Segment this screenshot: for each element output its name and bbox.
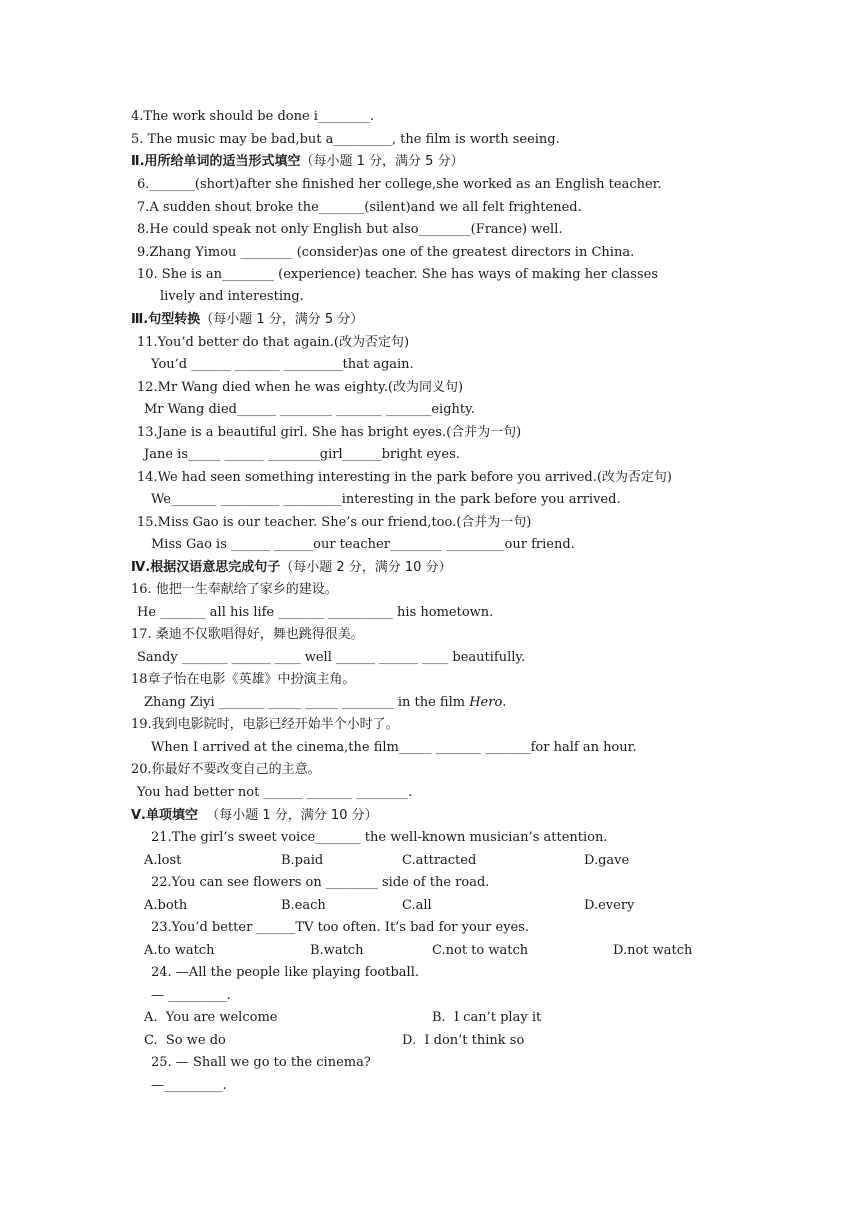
q22-option-a: A.both — [144, 898, 188, 913]
question-22: 22.You can see flowers on ________ side of the road. — [151, 875, 490, 890]
q23-option-d: D.not watch — [613, 943, 693, 958]
question-23: 23.You’d better ______TV too often. It’s bad for your eyes. — [151, 920, 530, 935]
question-15-answer: Miss Gao is ______ ______our teacher________ _________our friend. — [151, 537, 575, 552]
q22-option-d: D.every — [584, 898, 635, 913]
q21-option-d: D.gave — [584, 853, 630, 868]
question-19-answer: When I arrived at the cinema,the film_____ _______ _______for half an hour. — [151, 740, 637, 755]
q21-option-b: B.paid — [281, 853, 324, 868]
q23-option-b: B.watch — [310, 943, 364, 958]
q22-option-c: C.all — [402, 898, 432, 913]
question-8: 8.He could speak not only English but also________(France) well. — [137, 222, 563, 237]
section-title: Ⅴ.单项填空 — [131, 808, 198, 823]
question-20-answer: You had better not ______ _______ ________. — [137, 785, 413, 800]
question-14-answer: We_______ _________ _________interesting in the park before you arrived. — [151, 492, 621, 507]
q22-option-b: B.each — [281, 898, 326, 913]
question-10: 10. She is an________ (experience) teacher. She has ways of making her classes — [137, 267, 658, 282]
q23-option-c: C.not to watch — [432, 943, 529, 958]
section-title: Ⅱ.用所给单词的适当形式填空 — [131, 154, 301, 169]
section-score-note: （每小题 1 分，满分 5 分） — [200, 312, 364, 327]
question-20: 20.你最好不要改变自己的主意。 — [131, 762, 321, 777]
question-17-answer: Sandy _______ ______ ____ well ______ ______ ____ beautifully. — [137, 650, 526, 665]
section-5-heading — [131, 808, 378, 824]
question-18-answer — [144, 695, 506, 711]
question-14: 14.We had seen something interesting in the park before you arrived.(改为否定句) — [137, 470, 672, 485]
section-3-heading — [131, 312, 363, 328]
question-25-reply: —_________. — [151, 1078, 227, 1093]
question-11-answer: You’d ______ _______ _________that again. — [151, 357, 414, 372]
q21-option-c: C.attracted — [402, 853, 477, 868]
question-19: 19.我到电影院时，电影已经开始半个小时了。 — [131, 717, 399, 732]
q21-option-a: A.lost — [144, 853, 182, 868]
question-15: 15.Miss Gao is our teacher. She’s our friend,too.(合并为一句) — [137, 515, 532, 530]
question-24: 24. —All the people like playing football. — [151, 965, 419, 980]
section-2-heading — [131, 154, 464, 170]
question-17: 17. 桑迪不仅歌唱得好，舞也跳得很美。 — [131, 627, 364, 642]
question-12-answer: Mr Wang died______ ________ _______ _______eighty. — [144, 402, 475, 417]
film-title: Hero — [469, 695, 503, 710]
question-6: 6._______(short)after she finished her college,she worked as an English teacher. — [137, 177, 662, 192]
question-13-answer: Jane is_____ ______ ________girl______bright eyes. — [144, 447, 460, 462]
question-7: 7.A sudden shout broke the_______(silent)and we all felt frightened. — [137, 200, 582, 215]
question-4: 4.The work should be done i________. — [131, 109, 375, 124]
section-title: Ⅲ.句型转换 — [131, 312, 201, 327]
question-16: 16. 他把一生奉献给了家乡的建设。 — [131, 582, 338, 597]
section-score-note: （每小题 1 分，满分 10 分） — [198, 808, 378, 823]
question-9: 9.Zhang Yimou ________ (consider)as one of the greatest directors in China. — [137, 245, 635, 260]
question-11: 11.You’d better do that again.(改为否定句) — [137, 335, 410, 350]
q24-option-b: B. I can’t play it — [432, 1010, 542, 1025]
section-title: Ⅳ.根据汉语意思完成句子 — [131, 560, 281, 575]
question-13: 13.Jane is a beautiful girl. She has bright eyes.(合并为一句) — [137, 425, 522, 440]
q23-option-a: A.to watch — [144, 943, 215, 958]
answer-text: Zhang Ziyi _______ _____ _____ ________ in the film — [144, 695, 470, 710]
question-25: 25. — Shall we go to the cinema? — [151, 1055, 371, 1070]
question-18: 18章子怡在电影《英雄》中扮演主角。 — [131, 672, 356, 687]
section-score-note: （每小题 1 分，满分 5 分） — [300, 154, 464, 169]
question-12: 12.Mr Wang died when he was eighty.(改为同义句) — [137, 380, 464, 395]
section-4-heading — [131, 560, 452, 576]
q24-option-c: C. So we do — [144, 1033, 226, 1048]
question-16-answer: He _______ all his life _______ __________ his hometown. — [137, 605, 494, 620]
question-10-cont: lively and interesting. — [160, 289, 304, 304]
q24-option-a: A. You are welcome — [144, 1010, 278, 1025]
question-24-reply: — _________. — [151, 988, 231, 1003]
question-21: 21.The girl’s sweet voice_______ the well-known musician’s attention. — [151, 830, 608, 845]
section-score-note: （每小题 2 分，满分 10 分） — [280, 560, 452, 575]
question-5: 5. The music may be bad,but a_________, the film is worth seeing. — [131, 132, 560, 147]
q24-option-d: D. I don’t think so — [402, 1033, 525, 1048]
answer-end: . — [502, 695, 507, 710]
